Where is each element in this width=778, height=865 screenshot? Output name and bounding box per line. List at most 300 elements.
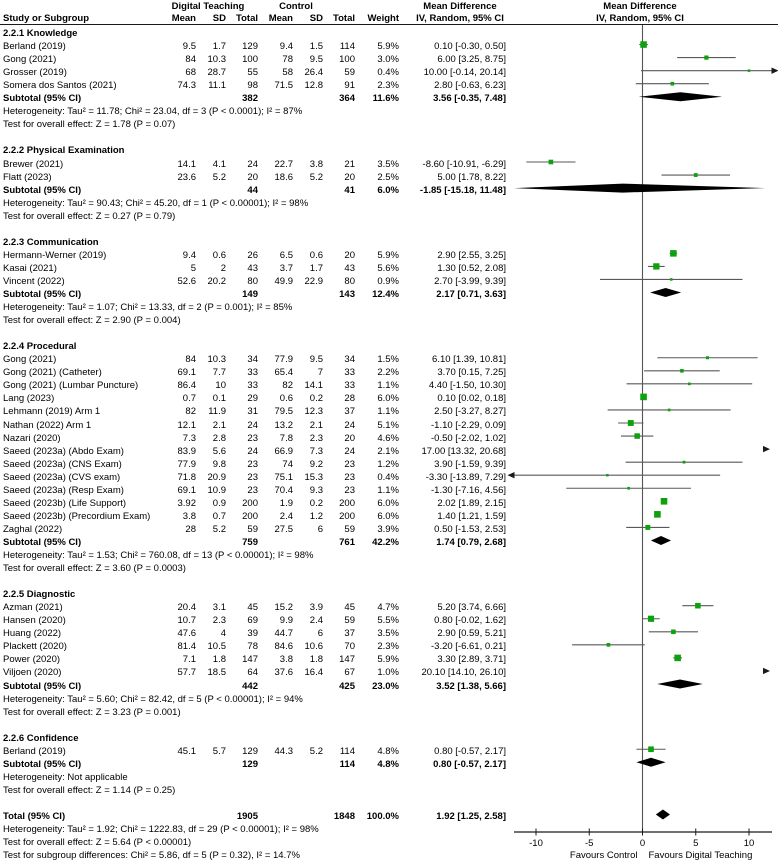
value-cell: 78 — [282, 54, 293, 66]
value-cell: 43 — [344, 262, 355, 274]
value-cell: 4.7% — [377, 602, 399, 614]
subtotal-row — [0, 536, 778, 549]
value-cell: 7.8 — [279, 432, 293, 444]
heterogeneity-note — [0, 549, 778, 562]
value-cell: 20.4 — [177, 602, 196, 614]
value-cell: 2.1% — [377, 445, 399, 457]
value-cell: 0.6 — [279, 393, 293, 405]
value-cell: 20 — [247, 171, 258, 183]
axis-tick-label: -5 — [585, 838, 594, 849]
value-cell: 9.2 — [309, 458, 323, 470]
value-cell: 7.1 — [182, 654, 196, 666]
col-header-sd-2: SD — [309, 13, 323, 24]
study-row — [0, 523, 778, 536]
value-cell: 14.1 — [177, 158, 196, 170]
value-cell: 78 — [247, 641, 258, 653]
study-row — [0, 419, 778, 432]
value-cell: 28 — [185, 523, 196, 535]
study-name: Gong (2021) — [3, 354, 57, 366]
value-cell: 20.2 — [207, 275, 226, 287]
value-cell: 33 — [344, 380, 355, 392]
subtotal-cell: 11.6% — [372, 93, 399, 105]
value-cell: 98 — [247, 80, 258, 92]
value-cell: 9.5 — [309, 354, 323, 366]
heterogeneity-text: Heterogeneity: Tau² = 5.60; Chi² = 82.42, df = 5 (P < 0.00001); I² = 94% — [3, 693, 303, 705]
group-header-control: Control — [279, 1, 313, 12]
value-cell: 58 — [282, 67, 293, 79]
col-header-study: Study or Subgroup — [3, 13, 90, 24]
study-name: Hansen (2020) — [3, 615, 66, 627]
study-row — [0, 53, 778, 66]
subtotal-cell: 382 — [242, 93, 258, 105]
subtotal-cell: 3.52 [1.38, 5.66] — [436, 680, 506, 692]
heterogeneity-text: Heterogeneity: Not applicable — [3, 771, 128, 783]
section-header — [0, 27, 778, 40]
study-name: Grosser (2019) — [3, 67, 67, 79]
section-title: 2.2.6 Confidence — [3, 732, 79, 744]
study-name: Flatt (2023) — [3, 171, 52, 183]
value-cell: 69.1 — [177, 484, 196, 496]
study-name: Saeed (2023a) (CVS exam) — [3, 471, 121, 483]
subtotal-cell: 129 — [242, 758, 258, 770]
value-cell: 23 — [344, 484, 355, 496]
value-cell: 0.9 — [212, 497, 226, 509]
study-row — [0, 171, 778, 184]
value-cell: 5.1% — [377, 419, 399, 431]
value-cell: 100 — [339, 54, 355, 66]
study-row — [0, 366, 778, 379]
subtotal-cell: 12.4% — [372, 289, 399, 300]
value-cell: 6 — [317, 523, 323, 535]
effect-test-text: Test for overall effect: Z = 0.27 (P = 0.79) — [3, 210, 176, 222]
value-cell: 14.1 — [304, 380, 323, 392]
value-cell: 13.2 — [274, 419, 293, 431]
value-cell: 2.3% — [377, 80, 399, 92]
value-cell: 70.4 — [274, 484, 293, 496]
heterogeneity-note — [0, 197, 778, 210]
study-name: Nazari (2020) — [3, 432, 61, 444]
effect-test-note — [0, 314, 778, 327]
subtotal-row — [0, 758, 778, 771]
study-name: Vincent (2022) — [3, 275, 65, 287]
value-cell: 59 — [247, 523, 258, 535]
value-cell: 5.2 — [309, 745, 323, 757]
value-cell: 24 — [344, 419, 355, 431]
axis-tick-label: 10 — [743, 838, 755, 849]
value-cell: 22.7 — [274, 158, 293, 170]
study-row — [0, 405, 778, 418]
value-cell: 2 — [220, 262, 226, 274]
value-cell: 34 — [247, 354, 258, 366]
value-cell: 3.7 — [279, 262, 293, 274]
favours-right-label: Favours Digital Teaching — [648, 850, 753, 861]
value-cell: 80 — [344, 275, 355, 287]
study-name: Saeed (2023a) (Resp Exam) — [3, 484, 124, 496]
subgroup-difference-note — [0, 849, 778, 862]
md-ci-cell: 2.02 [1.89, 2.15] — [437, 497, 506, 509]
md-ci-cell: 10.00 [-0.14, 20.14] — [423, 67, 506, 79]
value-cell: 74.3 — [177, 80, 196, 92]
heterogeneity-note — [0, 105, 778, 118]
value-cell: 44.3 — [274, 745, 293, 757]
study-name: Zaghal (2022) — [3, 523, 63, 535]
subtotal-cell: 114 — [339, 758, 355, 770]
value-cell: 5 — [190, 262, 196, 274]
value-cell: 129 — [242, 41, 258, 53]
value-cell: 21 — [344, 158, 355, 170]
md-ci-cell: 5.00 [1.78, 8.22] — [437, 171, 506, 183]
value-cell: 4 — [220, 628, 226, 640]
value-cell: 10.5 — [207, 641, 226, 653]
value-cell: 5.2 — [212, 523, 226, 535]
study-name: Azman (2021) — [3, 602, 63, 614]
subtotal-cell: 6.0% — [377, 184, 399, 196]
subgroup-difference-text: Test for subgroup differences: Chi² = 5.86, df = 5 (P = 0.32), I² = 14.7% — [3, 850, 300, 862]
study-row — [0, 510, 778, 523]
study-name: Somera dos Santos (2021) — [3, 80, 117, 92]
value-cell: 1.1% — [377, 380, 399, 392]
study-row — [0, 40, 778, 53]
value-cell: 44.7 — [274, 628, 293, 640]
value-cell: 114 — [339, 745, 355, 757]
value-cell: 1.8 — [309, 654, 323, 666]
value-cell: 0.6 — [212, 249, 226, 261]
study-row — [0, 392, 778, 405]
value-cell: 1.8 — [212, 654, 226, 666]
md-ci-cell: 3.70 [0.15, 7.25] — [437, 367, 506, 379]
value-cell: 84 — [185, 354, 196, 366]
value-cell: 2.3 — [309, 432, 323, 444]
study-name: Brewer (2021) — [3, 158, 64, 170]
subtotal-cell: 143 — [339, 289, 355, 300]
value-cell: 3.9 — [309, 602, 323, 614]
subtotal-cell: 149 — [242, 289, 258, 300]
study-name: Hermann-Werner (2019) — [3, 249, 107, 261]
value-cell: 29 — [247, 393, 258, 405]
value-cell: 84 — [185, 54, 196, 66]
subtotal-cell: 4.8% — [377, 758, 399, 770]
study-name: Huang (2022) — [3, 628, 62, 640]
value-cell: 4.1 — [212, 158, 226, 170]
value-cell: 9.5 — [309, 54, 323, 66]
col-header-mean-2: Mean — [268, 13, 293, 24]
section-header — [0, 340, 778, 353]
total-cell: 1848 — [333, 811, 355, 822]
value-cell: 1.7 — [212, 41, 226, 53]
value-cell: 2.8 — [212, 432, 226, 444]
value-cell: 6.5 — [279, 249, 293, 261]
value-cell: 0.4% — [377, 471, 399, 483]
value-cell: 200 — [242, 497, 258, 509]
col-header-mean-1: Mean — [171, 13, 196, 24]
heterogeneity-text: Heterogeneity: Tau² = 1.53; Chi² = 760.08, df = 13 (P < 0.00001); I² = 98% — [3, 550, 314, 561]
value-cell: 9.5 — [182, 41, 196, 53]
value-cell: 84.6 — [274, 641, 293, 653]
study-name: Saeed (2023a) (CNS Exam) — [3, 458, 122, 470]
value-cell: 79.5 — [274, 406, 293, 418]
value-cell: 33 — [247, 380, 258, 392]
value-cell: 24 — [247, 419, 258, 431]
study-row — [0, 471, 778, 484]
value-cell: 4.6% — [377, 432, 399, 444]
value-cell: 1.0% — [377, 667, 399, 679]
value-cell: 0.9% — [377, 275, 399, 287]
section-header — [0, 588, 778, 601]
study-name: Power (2020) — [3, 654, 61, 666]
value-cell: 9.8 — [212, 458, 226, 470]
value-cell: 20 — [344, 432, 355, 444]
study-row — [0, 445, 778, 458]
effect-test-text: Test for overall effect: Z = 3.23 (P = 0.001) — [3, 706, 181, 718]
value-cell: 24 — [247, 158, 258, 170]
subtotal-cell: 42.2% — [372, 536, 399, 548]
value-cell: 34 — [344, 354, 355, 366]
value-cell: 7 — [317, 367, 323, 379]
value-cell: 5.7 — [212, 745, 226, 757]
value-cell: 18.6 — [274, 171, 293, 183]
md-ci-cell: 3.30 [2.89, 3.71] — [437, 654, 506, 666]
value-cell: 5.6% — [377, 262, 399, 274]
study-name: Plackett (2020) — [3, 641, 67, 653]
col-header-weight: Weight — [367, 13, 399, 24]
value-cell: 2.5% — [377, 171, 399, 183]
total-label: Total (95% CI) — [3, 811, 66, 822]
total-cell: 1.92 [1.25, 2.58] — [436, 811, 506, 822]
value-cell: 9.9 — [279, 615, 293, 627]
value-cell: 0.6 — [309, 249, 323, 261]
md-ci-cell: 2.70 [-3.99, 9.39] — [434, 275, 506, 287]
study-row — [0, 653, 778, 666]
value-cell: 1.7 — [309, 262, 323, 274]
value-cell: 28.7 — [207, 67, 226, 79]
value-cell: 0.1 — [212, 393, 226, 405]
subtotal-label: Subtotal (95% CI) — [3, 289, 82, 300]
value-cell: 37 — [344, 628, 355, 640]
study-row — [0, 158, 778, 171]
md-ci-cell: -8.60 [-10.91, -6.29] — [422, 158, 506, 170]
subtotal-label: Subtotal (95% CI) — [3, 680, 82, 692]
value-cell: 3.92 — [177, 497, 196, 509]
value-cell: 47.6 — [177, 628, 196, 640]
study-name: Gong (2021) (Lumbar Puncture) — [3, 380, 139, 392]
study-row — [0, 249, 778, 262]
plot-header-md-model: IV, Random, 95% CI — [596, 13, 684, 24]
total-cell: 1905 — [236, 811, 258, 822]
study-row — [0, 497, 778, 510]
value-cell: 69.1 — [177, 367, 196, 379]
effect-test-text: Test for overall effect: Z = 1.78 (P = 0.07) — [3, 119, 176, 131]
value-cell: 0.7 — [182, 393, 196, 405]
axis-tick-label: -10 — [529, 838, 543, 849]
col-header-mean-difference: Mean Difference — [423, 1, 497, 12]
value-cell: 67 — [344, 667, 355, 679]
study-row — [0, 432, 778, 445]
md-ci-cell: 17.00 [13.32, 20.68] — [421, 445, 506, 457]
value-cell: 82 — [282, 380, 293, 392]
value-cell: 200 — [339, 497, 355, 509]
heterogeneity-note — [0, 771, 778, 784]
value-cell: 0.4% — [377, 67, 399, 79]
section-header — [0, 236, 778, 249]
study-name: Lehmann (2019) Arm 1 — [3, 406, 101, 418]
value-cell: 10.3 — [207, 354, 226, 366]
value-cell: 2.4 — [279, 510, 293, 522]
effect-test-note — [0, 210, 778, 223]
value-cell: 5.2 — [212, 171, 226, 183]
md-ci-cell: 2.80 [-0.63, 6.23] — [434, 80, 506, 92]
value-cell: 52.6 — [177, 275, 196, 287]
value-cell: 57.7 — [177, 667, 196, 679]
subtotal-label: Subtotal (95% CI) — [3, 536, 82, 548]
study-row — [0, 79, 778, 92]
value-cell: 23.6 — [177, 171, 196, 183]
subtotal-cell: 442 — [242, 680, 258, 692]
value-cell: 26.4 — [304, 67, 323, 79]
value-cell: 33 — [344, 367, 355, 379]
value-cell: 5.9% — [377, 249, 399, 261]
md-ci-cell: 1.40 [1.21, 1.59] — [437, 510, 506, 522]
value-cell: 71.5 — [274, 80, 293, 92]
value-cell: 49.9 — [274, 275, 293, 287]
study-row — [0, 640, 778, 653]
subtotal-label: Subtotal (95% CI) — [3, 184, 82, 196]
value-cell: 43 — [247, 262, 258, 274]
value-cell: 77.9 — [274, 354, 293, 366]
study-name: Saeed (2023a) (Abdo Exam) — [3, 445, 124, 457]
value-cell: 2.2% — [377, 367, 399, 379]
md-ci-cell: 0.50 [-1.53, 2.53] — [434, 523, 506, 535]
effect-test-text: Test for overall effect: Z = 5.64 (P < 0.00001) — [3, 837, 192, 849]
md-ci-cell: 3.90 [-1.59, 9.39] — [434, 458, 506, 470]
subtotal-cell: 41 — [344, 184, 355, 196]
heterogeneity-note — [0, 823, 778, 836]
value-cell: 27.5 — [274, 523, 293, 535]
value-cell: 1.2 — [309, 510, 323, 522]
value-cell: 59 — [344, 523, 355, 535]
value-cell: 1.2% — [377, 458, 399, 470]
header-rule — [0, 24, 778, 25]
subtotal-label: Subtotal (95% CI) — [3, 758, 82, 770]
value-cell: 10.7 — [177, 615, 196, 627]
value-cell: 23 — [247, 432, 258, 444]
value-cell: 59 — [344, 67, 355, 79]
study-row — [0, 484, 778, 497]
value-cell: 100 — [242, 54, 258, 66]
subtotal-row — [0, 288, 778, 301]
plot-header-mean-difference: Mean Difference — [603, 1, 677, 12]
value-cell: 7.3 — [309, 445, 323, 457]
value-cell: 45 — [344, 602, 355, 614]
value-cell: 3.8 — [309, 158, 323, 170]
subtotal-cell: 2.17 [0.71, 3.63] — [436, 289, 506, 300]
value-cell: 2.3% — [377, 641, 399, 653]
value-cell: 1.9 — [279, 497, 293, 509]
study-name: Berland (2019) — [3, 745, 66, 757]
value-cell: 26 — [247, 249, 258, 261]
col-header-total-2: Total — [333, 13, 355, 24]
heterogeneity-note — [0, 693, 778, 706]
value-cell: 3.5% — [377, 158, 399, 170]
value-cell: 80 — [247, 275, 258, 287]
value-cell: 147 — [242, 654, 258, 666]
value-cell: 55 — [247, 67, 258, 79]
subtotal-row — [0, 184, 778, 197]
value-cell: 1.5 — [309, 41, 323, 53]
study-name: Kasai (2021) — [3, 262, 57, 274]
total-row — [0, 810, 778, 823]
study-row — [0, 458, 778, 471]
value-cell: 12.3 — [304, 406, 323, 418]
value-cell: 45 — [247, 602, 258, 614]
md-ci-cell: 0.80 [-0.02, 1.62] — [434, 615, 506, 627]
value-cell: 2.1 — [212, 419, 226, 431]
md-ci-cell: -1.10 [-2.29, 0.09] — [431, 419, 506, 431]
value-cell: 4.8% — [377, 745, 399, 757]
md-ci-cell: 2.90 [2.55, 3.25] — [437, 249, 506, 261]
value-cell: 31 — [247, 406, 258, 418]
value-cell: 6 — [317, 628, 323, 640]
study-name: Viljoen (2020) — [3, 667, 62, 679]
value-cell: 3.0% — [377, 54, 399, 66]
value-cell: 39 — [247, 628, 258, 640]
value-cell: 11.1 — [208, 80, 226, 92]
axis-tick-label: 0 — [639, 838, 646, 849]
value-cell: 1.1% — [377, 484, 399, 496]
value-cell: 9.3 — [309, 484, 323, 496]
value-cell: 82 — [185, 406, 196, 418]
value-cell: 64 — [247, 667, 258, 679]
md-ci-cell: -3.20 [-6.61, 0.21] — [431, 641, 506, 653]
subtotal-cell: 761 — [339, 536, 355, 548]
md-ci-cell: -0.50 [-2.02, 1.02] — [431, 432, 506, 444]
study-row — [0, 601, 778, 614]
value-cell: 70 — [344, 641, 355, 653]
value-cell: 6.0% — [377, 393, 399, 405]
effect-test-note — [0, 118, 778, 131]
md-ci-cell: 0.10 [0.02, 0.18] — [437, 393, 506, 405]
study-row — [0, 666, 778, 679]
effect-test-text: Test for overall effect: Z = 1.14 (P = 0.25) — [3, 784, 176, 796]
effect-test-note — [0, 836, 778, 849]
section-title: 2.2.1 Knowledge — [3, 28, 78, 39]
study-row — [0, 353, 778, 366]
value-cell: 2.4 — [309, 615, 323, 627]
value-cell: 10 — [215, 380, 226, 392]
value-cell: 77.9 — [177, 458, 196, 470]
value-cell: 28 — [344, 393, 355, 405]
value-cell: 12.8 — [304, 80, 323, 92]
effect-test-note — [0, 562, 778, 575]
heterogeneity-text: Heterogeneity: Tau² = 1.92; Chi² = 1222.83, df = 29 (P < 0.00001); I² = 98% — [3, 824, 319, 836]
value-cell: 9.4 — [182, 249, 196, 261]
value-cell: 10.6 — [304, 641, 323, 653]
value-cell: 0.2 — [309, 393, 323, 405]
study-name: Saeed (2023b) (Life Support) — [3, 497, 127, 509]
subtotal-label: Subtotal (95% CI) — [3, 93, 82, 105]
effect-test-note — [0, 706, 778, 719]
section-header — [0, 144, 778, 157]
value-cell: 7.3 — [182, 432, 196, 444]
value-cell: 3.5% — [377, 628, 399, 640]
subtotal-cell: 44 — [247, 184, 258, 196]
subtotal-cell: 425 — [339, 680, 355, 692]
study-row — [0, 66, 778, 79]
value-cell: 23 — [247, 458, 258, 470]
subtotal-cell: 23.0% — [372, 680, 399, 692]
col-header-md-model: IV, Random, 95% CI — [416, 13, 504, 24]
md-ci-cell: 0.10 [-0.30, 0.50] — [434, 41, 506, 53]
value-cell: 7.7 — [212, 367, 226, 379]
